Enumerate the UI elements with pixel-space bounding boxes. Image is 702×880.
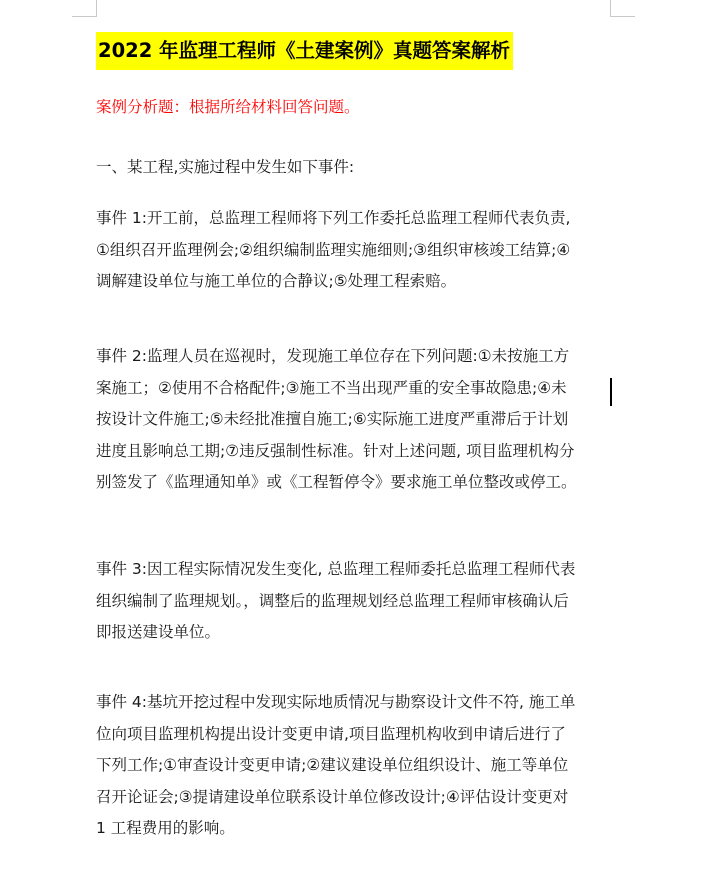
paragraph-line: 别签发了《监理通知单》或《工程暂停令》要求施工单位整改或停工。 [96,473,577,491]
paragraph-line: 进度且影响总工期;⑦违反强制性标准。针对上述问题, 项目监理机构分 [96,441,575,460]
paragraph-line: 召开论证会;③提请建设单位联系设计单位修改设计;④评估设计变更对 [96,787,569,806]
event-2-paragraph [96,341,577,499]
paragraph-line: 调解建设单位与施工单位的合静议;⑤处理工程索赔。 [96,272,457,290]
paragraph-line: 下列工作;①审查设计变更申请;②建议建设单位组织设计、施工等单位 [96,756,569,774]
paragraph-line: 案施工；②使用不合格配件;③施工不当出现严重的安全事故隐患;④未 [96,378,567,397]
event-4-paragraph [96,687,575,845]
paragraph-line: 事件 1:开工前，总监理工程师将下列工作委托总监理工程师代表负责, [96,209,571,227]
paragraph-line: 位向项目监理机构提出设计变更申请,项目监理机构收到申请后进行了 [96,724,566,743]
event-1-paragraph [96,203,570,298]
text-cursor [610,378,612,406]
document-title: 2022 年监理工程师《土建案例》真题答案解析 [96,32,513,70]
page-corner-mark-right [610,0,635,17]
paragraph-line: 组织编制了监理规划。，调整后的监理规划经总监理工程师审核确认后 [96,591,569,610]
paragraph-line: 事件 3:因工程实际情况发生变化, 总监理工程师委托总监理工程师代表 [96,560,576,578]
paragraph-line: 事件 2:监理人员在巡视时，发现施工单位存在下列问题:①未按施工方 [96,347,570,365]
case-instruction: 案例分析题：根据所给材料回答问题。 [96,98,360,116]
paragraph-line: 1 工程费用的影响。 [96,819,235,837]
paragraph-line: 事件 4:基坑开挖过程中发现实际地质情况与勘察设计文件不符, 施工单 [96,693,576,711]
paragraph-line: ①组织召开监理例会;②组织编制监理实施细则;③组织审核竣工结算;④ [96,240,571,259]
paragraph-line: 即报送建设单位。 [96,623,221,641]
event-3-paragraph [96,554,575,649]
section-heading: 一、某工程,实施过程中发生如下事件: [96,158,355,176]
paragraph-line: 按设计文件施工;⑤未经批准擅自施工;⑥实际施工进度严重滞后于计划 [96,410,569,428]
page-corner-mark-left [72,0,97,17]
